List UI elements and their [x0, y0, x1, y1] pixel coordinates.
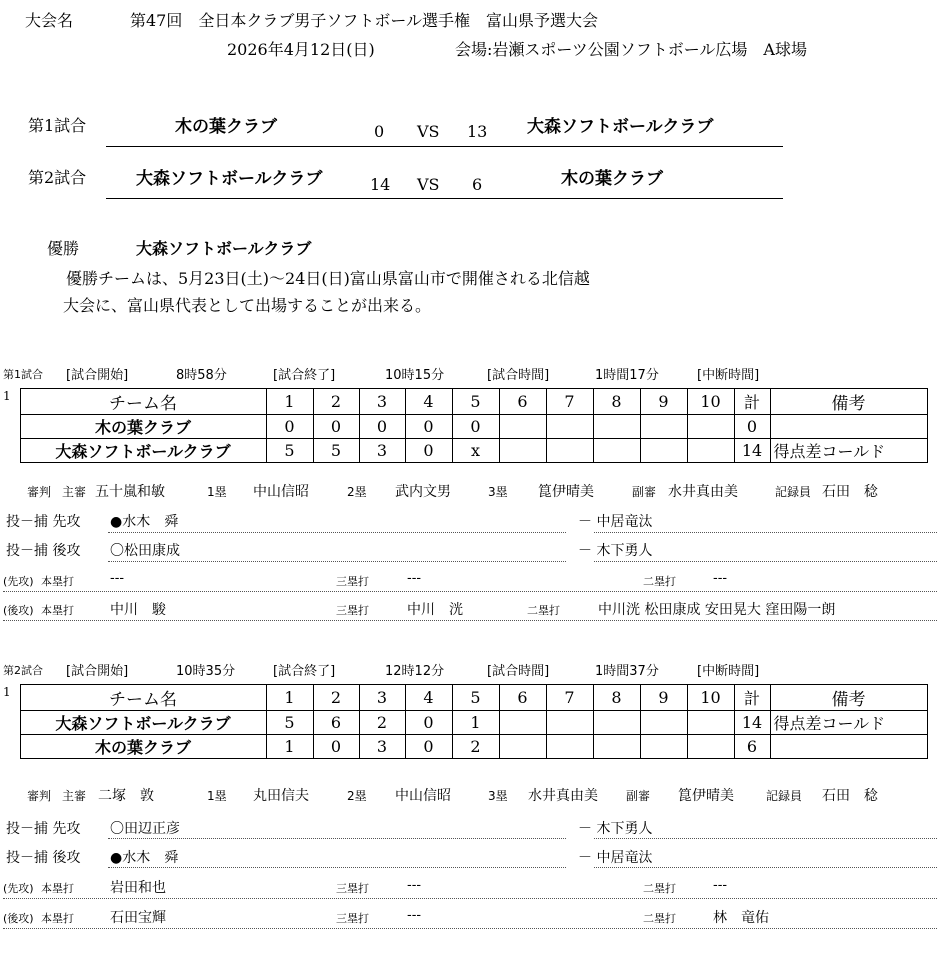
second-base-label: 2塁: [347, 485, 367, 499]
inning-header: 10: [687, 685, 734, 711]
table-index: 1: [3, 388, 11, 403]
inning-score: 1: [266, 735, 313, 759]
result-home-team: 木の葉クラブ: [175, 117, 277, 137]
pitcher: ●水木 舜: [110, 850, 179, 866]
inning-header: 1: [266, 389, 313, 415]
tournament-venue: 会場:岩瀬スポーツ公園ソフトボール広場 A球場: [455, 40, 807, 59]
inning-header: 3: [359, 685, 405, 711]
first-base-umpire: 中山信昭: [253, 484, 309, 500]
inning-score: 6: [313, 711, 359, 735]
third-base-label: 3塁: [488, 485, 508, 499]
inning-score: [499, 415, 546, 439]
start-time: 10時35分: [176, 664, 236, 679]
result-home-score: 0: [374, 122, 385, 141]
inning-score: 0: [405, 415, 452, 439]
pitcher: 〇松田康成: [110, 543, 180, 559]
inning-header: 8: [593, 685, 640, 711]
end-label: [試合終了]: [273, 368, 336, 383]
start-time: 8時58分: [176, 368, 227, 383]
tournament-label: 大会名: [25, 11, 74, 30]
inning-score: [546, 415, 593, 439]
team-name: 大森ソフトボールクラブ: [20, 711, 266, 735]
third-base-label: 3塁: [488, 789, 508, 803]
champion-label: 優勝: [47, 239, 80, 258]
inning-header: 4: [405, 685, 452, 711]
score-row: [3, 735, 927, 759]
triple: 中川 洸: [407, 602, 463, 618]
inning-score: [546, 711, 593, 735]
start-label: [試合開始]: [66, 664, 129, 679]
dotted-line: [108, 532, 566, 533]
chief-umpire: 五十嵐和敏: [95, 484, 165, 500]
inning-header: 8: [593, 389, 640, 415]
result-away-score: 6: [472, 175, 483, 194]
inning-score: [546, 735, 593, 759]
dotted-line: [3, 591, 937, 592]
inning-header: 6: [499, 685, 546, 711]
inning-score: 0: [359, 415, 405, 439]
pitcher: ●水木 舜: [110, 514, 179, 530]
battery-label: 投－捕 後攻: [6, 850, 81, 866]
total-header: 計: [734, 685, 770, 711]
end-label: [試合終了]: [273, 664, 336, 679]
tournament-date: 2026年4月12日(日): [227, 40, 375, 59]
result-home-team: 大森ソフトボールクラブ: [136, 169, 323, 189]
inning-header: 6: [499, 389, 546, 415]
inning-score: 5: [266, 439, 313, 463]
dotted-line: [108, 867, 566, 868]
team-header: チーム名: [20, 685, 266, 711]
double: 林 竜佑: [713, 910, 769, 926]
inning-score: 5: [313, 439, 359, 463]
battery-label: 投－捕 後攻: [6, 543, 81, 559]
inning-score: [687, 415, 734, 439]
duration-time: 1時間37分: [595, 664, 659, 679]
triple-label: 三塁打: [336, 604, 369, 617]
inning-score: [593, 415, 640, 439]
note: [770, 415, 927, 439]
total-score: 6: [734, 735, 770, 759]
triple: ---: [407, 878, 422, 893]
second-base-umpire: 中山信昭: [395, 788, 451, 804]
double: ---: [713, 878, 728, 893]
total-header: 計: [734, 389, 770, 415]
dotted-line: [594, 867, 937, 868]
inning-score: 0: [266, 415, 313, 439]
inning-header: 7: [546, 389, 593, 415]
inning-score: [687, 711, 734, 735]
double: ---: [713, 571, 728, 586]
inning-score: 0: [452, 415, 499, 439]
result-away-team: 木の葉クラブ: [561, 169, 663, 189]
second-base-label: 2塁: [347, 789, 367, 803]
recorder-label: 記録員: [775, 485, 812, 499]
first-base-label: 1塁: [207, 485, 227, 499]
inning-score: 2: [359, 711, 405, 735]
catcher: － 中居竜汰: [578, 514, 653, 530]
dotted-line: [594, 532, 937, 533]
score-table: [3, 388, 928, 463]
side-label: (先攻): [3, 882, 34, 895]
result-home-score: 14: [370, 175, 391, 194]
note: [770, 735, 927, 759]
home-run-label: 本塁打: [41, 912, 74, 925]
catcher: － 中居竜汰: [578, 850, 653, 866]
inning-score: 0: [405, 711, 452, 735]
note: 得点差コールド: [770, 439, 927, 463]
break-label: [中断時間]: [697, 664, 760, 679]
duration-label: [試合時間]: [487, 368, 550, 383]
recorder-label: 記録員: [766, 789, 803, 803]
inning-score: [499, 439, 546, 463]
umpire-label: 審判: [27, 485, 52, 499]
table-index: 1: [3, 684, 11, 699]
inning-score: 3: [359, 735, 405, 759]
triple-label: 三塁打: [336, 575, 369, 588]
result-divider: [106, 146, 783, 147]
battery-label: 投－捕 先攻: [6, 821, 81, 837]
inning-score: [499, 735, 546, 759]
result-divider: [106, 198, 783, 199]
duration-time: 1時間17分: [595, 368, 659, 383]
recorder: 石田 稔: [822, 484, 878, 500]
total-score: 14: [734, 439, 770, 463]
inning-score: [499, 711, 546, 735]
inning-score: [640, 439, 687, 463]
result-label: 第2試合: [28, 168, 87, 187]
end-time: 12時12分: [385, 664, 445, 679]
chief-umpire-label: 主審: [62, 789, 87, 803]
inning-score: [640, 735, 687, 759]
team-header: チーム名: [20, 389, 266, 415]
double-label: 二塁打: [643, 882, 676, 895]
inning-header: 4: [405, 389, 452, 415]
chief-umpire: 二塚 敦: [98, 788, 154, 804]
inning-header: 9: [640, 685, 687, 711]
home-run: 岩田和也: [110, 880, 166, 896]
double-label: 二塁打: [643, 912, 676, 925]
break-label: [中断時間]: [697, 368, 760, 383]
sub-umpire-label: 副審: [626, 789, 651, 803]
tournament-title: 第47回 全日本クラブ男子ソフトボール選手権 富山県予選大会: [130, 11, 599, 30]
team-name: 大森ソフトボールクラブ: [20, 439, 266, 463]
note-header: 備考: [770, 685, 927, 711]
result-away-team: 大森ソフトボールクラブ: [527, 117, 714, 137]
inning-header: 7: [546, 685, 593, 711]
home-run: 中川 駿: [110, 602, 166, 618]
second-base-umpire: 武内文男: [395, 484, 451, 500]
inning-score: [687, 735, 734, 759]
end-time: 10時15分: [385, 368, 445, 383]
battery-label: 投－捕 先攻: [6, 514, 81, 530]
inning-score: [640, 711, 687, 735]
score-header-row: [3, 389, 927, 415]
champion-team: 大森ソフトボールクラブ: [136, 239, 312, 258]
inning-header: 1: [266, 685, 313, 711]
score-row: [3, 711, 927, 735]
inning-score: 0: [405, 439, 452, 463]
sub-umpire: 箟伊晴美: [678, 788, 734, 804]
triple: ---: [407, 908, 422, 923]
dotted-line: [108, 838, 566, 839]
inning-score: x: [452, 439, 499, 463]
dotted-line: [108, 561, 566, 562]
score-header-row: [3, 685, 927, 711]
note-header: 備考: [770, 389, 927, 415]
champion-note-line1: 優勝チームは、5月23日(土)～24日(日)富山県富山市で開催される北信越: [66, 269, 590, 288]
game-label: 第1試合: [3, 368, 43, 381]
inning-score: [593, 439, 640, 463]
champion-note-line2: 大会に、富山県代表として出場することが出来る。: [63, 296, 432, 315]
pitcher: 〇田辺正彦: [110, 821, 180, 837]
inning-score: 1: [452, 711, 499, 735]
double: 中川洸 松田康成 安田晃大 窪田陽一朗: [598, 602, 836, 618]
inning-score: 2: [452, 735, 499, 759]
third-base-umpire: 水井真由美: [528, 788, 598, 804]
score-row: [3, 439, 927, 463]
sub-umpire: 水井真由美: [668, 484, 738, 500]
triple-label: 三塁打: [336, 912, 369, 925]
home-run-label: 本塁打: [41, 604, 74, 617]
side-label: (先攻): [3, 575, 34, 588]
side-label: (後攻): [3, 912, 34, 925]
inning-score: [593, 711, 640, 735]
result-label: 第1試合: [28, 116, 87, 135]
result-away-score: 13: [467, 122, 488, 141]
double-label: 二塁打: [527, 604, 560, 617]
double-label: 二塁打: [643, 575, 676, 588]
inning-header: 5: [452, 389, 499, 415]
recorder: 石田 稔: [822, 788, 878, 804]
team-name: 木の葉クラブ: [20, 415, 266, 439]
note: 得点差コールド: [770, 711, 927, 735]
side-label: (後攻): [3, 604, 34, 617]
inning-header: 3: [359, 389, 405, 415]
result-vs: VS: [417, 175, 440, 194]
home-run: 石田宝輝: [110, 910, 166, 926]
start-label: [試合開始]: [66, 368, 129, 383]
dotted-line: [3, 928, 937, 929]
triple: ---: [407, 571, 422, 586]
dotted-line: [3, 620, 937, 621]
chief-umpire-label: 主審: [62, 485, 87, 499]
inning-score: 0: [313, 735, 359, 759]
total-score: 14: [734, 711, 770, 735]
catcher: － 木下勇人: [578, 821, 653, 837]
dotted-line: [3, 898, 937, 899]
team-name: 木の葉クラブ: [20, 735, 266, 759]
inning-score: [640, 415, 687, 439]
inning-score: [593, 735, 640, 759]
triple-label: 三塁打: [336, 882, 369, 895]
inning-score: 5: [266, 711, 313, 735]
inning-score: 0: [313, 415, 359, 439]
inning-header: 9: [640, 389, 687, 415]
result-vs: VS: [417, 122, 440, 141]
first-base-label: 1塁: [207, 789, 227, 803]
inning-score: [687, 439, 734, 463]
inning-header: 5: [452, 685, 499, 711]
sub-umpire-label: 副審: [632, 485, 657, 499]
inning-header: 2: [313, 685, 359, 711]
dotted-line: [594, 561, 937, 562]
inning-score: [546, 439, 593, 463]
total-score: 0: [734, 415, 770, 439]
inning-score: 3: [359, 439, 405, 463]
duration-label: [試合時間]: [487, 664, 550, 679]
home-run-label: 本塁打: [41, 882, 74, 895]
inning-score: 0: [405, 735, 452, 759]
inning-header: 2: [313, 389, 359, 415]
dotted-line: [594, 838, 937, 839]
home-run: ---: [110, 571, 125, 586]
inning-header: 10: [687, 389, 734, 415]
umpire-label: 審判: [27, 789, 52, 803]
third-base-umpire: 箟伊晴美: [538, 484, 594, 500]
score-table: [3, 684, 928, 759]
catcher: － 木下勇人: [578, 543, 653, 559]
first-base-umpire: 丸田信夫: [253, 788, 309, 804]
home-run-label: 本塁打: [41, 575, 74, 588]
game-label: 第2試合: [3, 664, 43, 677]
score-row: [3, 415, 927, 439]
